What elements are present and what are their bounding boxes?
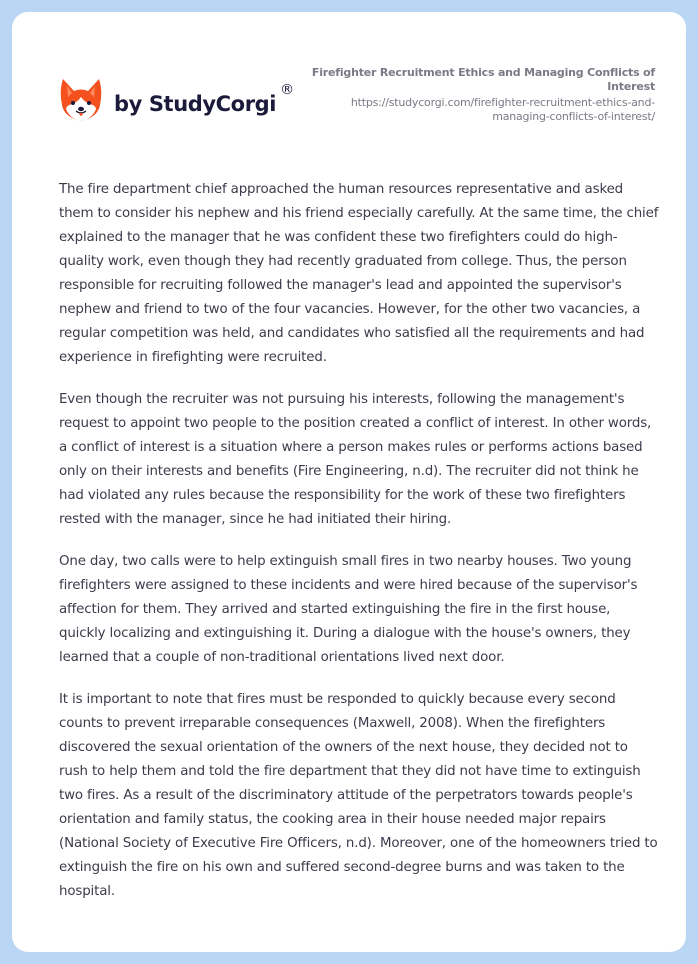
brand-name: by StudyCorgi: [114, 92, 277, 116]
corgi-logo-icon: [60, 77, 102, 123]
studycorgi-logo[interactable]: [60, 74, 294, 126]
document-header: [12, 12, 686, 162]
paragraph: One day, two calls were to help extinguish small fires in two nearby houses. Two young firefighters were assigned to these incidents and were hired because of the supervisor's affection for them. They arrived and started extinguishing the fire in the first house, quickly localizing and extinguishing it. During a dialogue with the house's owners, they learned that a couple of non-traditional orientations lived next door.: [59, 554, 638, 665]
paragraph: It is important to note that fires must be responded to quickly because every second counts to prevent irreparable consequences (Maxwell, 2008). When the firefighters discovered the sexual orientation of the owners of the next house, they decided not to rush to help them and told the fire department that they did not have time to extinguish two fires. As a result of the discriminatory attitude of the perpetrators towards people's orientation and family status, the cooking area in their house needed major repairs (National Society of Executive Fire Officers, n.d). Moreover, one of the homeowners tried to extinguish the fire on his own and suffered second-degree burns and was taken to the hospital.: [59, 692, 658, 899]
paragraph: The fire department chief approached the human resources representative and asked them to consider his nephew and his friend especially carefully. At the same time, the chief explained to the manager that he was confident these two firefighters could do high-quality work, even though they had recently graduated from college. Thus, the person responsible for recruiting followed the manager's lead and appointed the supervisor's nephew and friend to two of the four vacancies. However, for the other two vacancies, a regular competition was held, and candidates who satisfied all the requirements and had experience in firefighting were recruited.: [59, 182, 659, 365]
document-title: Firefighter Recruitment Ethics and Managing Conflicts of Interest: [311, 66, 655, 93]
registered-mark: ®: [280, 82, 295, 98]
document-card: [12, 12, 686, 952]
document-body: [59, 178, 659, 922]
document-meta: [295, 66, 655, 124]
paragraph: Even though the recruiter was not pursuing his interests, following the management's request to appoint two people to the position created a conflict of interest. In other words, a conflict of interest is a situation where a person makes rules or performs actions based only on their interests and benefits (Fire Engineering, n.d). The recruiter did not think he had violated any rules because the responsibility for the work of these two firefighters rested with the manager, since he had initiated their hiring.: [59, 392, 652, 527]
document-url[interactable]: https://studycorgi.com/firefighter-recruitment-ethics-and-managing-conflicts-of-interest/: [350, 96, 655, 123]
